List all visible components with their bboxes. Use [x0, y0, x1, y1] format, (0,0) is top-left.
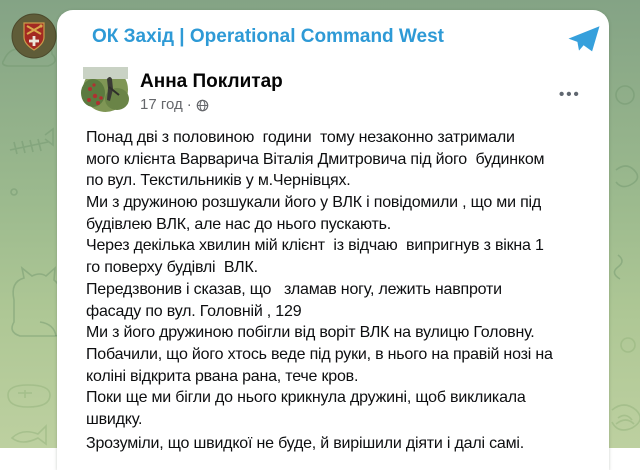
post-text-line: Ми з його дружиною побігли від воріт ВЛК на вулицю Головну.	[86, 324, 535, 342]
post-text-line: будівлею ВЛК, але нас до нього пускають.	[86, 215, 392, 233]
post-text-line: Побачили, що його хтось веде під руки, в нього на правій нозі на	[86, 345, 553, 363]
post-author-name[interactable]: Анна Поклитар	[140, 71, 283, 92]
command-west-emblem-icon	[12, 14, 56, 58]
post-body-text	[86, 127, 610, 431]
channel-title[interactable]: ОК Захід | Operational Command West	[92, 26, 444, 47]
post-text-line: по вул. Текстильників у м.Чернівцях.	[86, 172, 351, 190]
post-text-line: коліні відкрита рвана рана, тече кров.	[86, 367, 359, 385]
post-text-line: Поки ще ми бігли до нього крикнула дружині, щоб викликала	[86, 389, 526, 407]
post-text-line: Понад дві з половиною години тому незаконно затримали	[86, 129, 515, 146]
garden-photo-avatar	[83, 67, 128, 112]
post-meta-row[interactable]	[140, 96, 209, 113]
post-text-line: Ми з дружиною розшукали його у ВЛК і повідомили , що ми під	[86, 194, 542, 212]
telegram-plane-icon[interactable]	[567, 25, 601, 57]
post-text-clipped-line: Зрозуміли, що швидкої не буде, й вирішили діяти і далі самі.	[86, 435, 524, 452]
post-text-line: мого клієнта Варварича Віталія Дмитровича під його будинком	[86, 150, 545, 168]
post-author-avatar[interactable]	[83, 67, 128, 112]
post-more-button[interactable]: •••	[559, 86, 581, 103]
channel-avatar[interactable]	[12, 14, 56, 58]
post-text-line: Передзвонив і сказав, що зламав ногу, лежить навпроти	[86, 280, 502, 298]
channel-message-bubble	[57, 10, 609, 470]
post-text-line: швидку.	[86, 410, 143, 428]
globe-public-icon	[196, 99, 209, 112]
post-text-line: Через декілька хвилин мій клієнт із відчаю випригнув з вікна 1	[86, 237, 544, 255]
post-text-line: фасаду по вул. Головній , 129	[86, 302, 302, 320]
post-time: 17 год	[140, 96, 183, 113]
meta-separator: ·	[186, 96, 192, 113]
post-text-line: го поверху будівлі ВЛК.	[86, 259, 258, 277]
